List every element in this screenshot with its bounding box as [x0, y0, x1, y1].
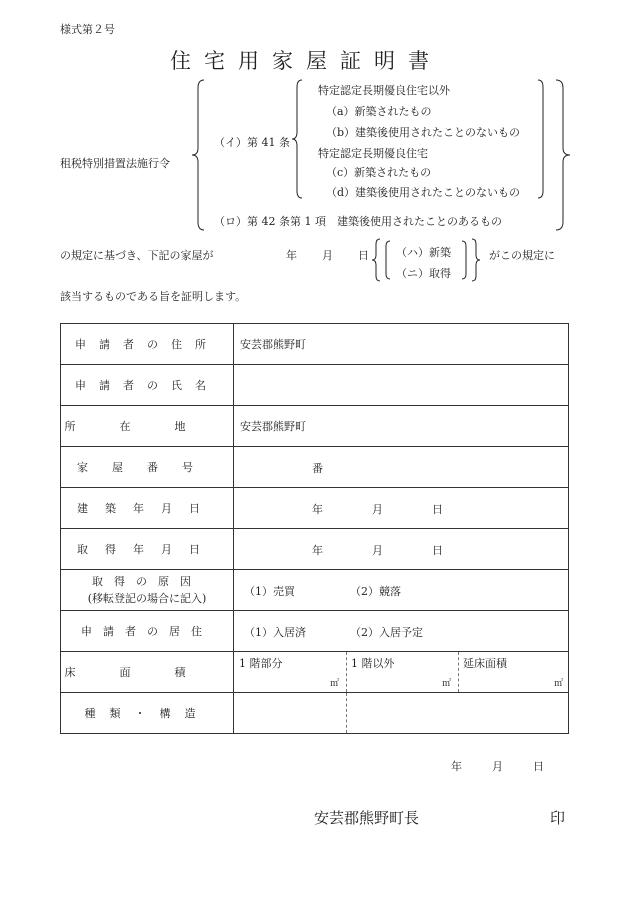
statement-line2: 該当するものである旨を証明します。	[60, 290, 247, 303]
table-row	[61, 611, 569, 652]
construction-day: 日	[432, 503, 443, 516]
table-row	[61, 406, 569, 447]
statement-suffix: がこの規定に	[489, 249, 555, 262]
applicant-name-label: 申請者の氏名	[75, 379, 219, 392]
option-left-brace	[372, 239, 394, 281]
house-number-field[interactable]	[234, 447, 569, 488]
inner-right-brace	[538, 80, 550, 198]
house-number-label: 家屋番号	[77, 461, 217, 474]
house-number-unit: 番	[312, 462, 323, 475]
option-new-build: （ハ）新築	[396, 246, 451, 259]
label-cell	[61, 406, 234, 447]
label-cell	[61, 447, 234, 488]
table-row	[61, 324, 569, 365]
law-name: 租税特別措置法施行令	[60, 157, 170, 170]
area-divider	[346, 693, 347, 733]
applicant-name-field[interactable]	[234, 365, 569, 406]
acquisition-year: 年	[312, 544, 323, 557]
clause-i: （イ）第 41 条	[214, 136, 290, 149]
label-cell	[61, 365, 234, 406]
cause-option-sale[interactable]: （1）売買	[244, 585, 295, 598]
construction-year: 年	[312, 503, 323, 516]
label-cell	[61, 529, 234, 570]
residence-label: 申請者の居住	[81, 625, 213, 638]
group-non-certified: 特定認定長期優良住宅以外	[318, 84, 450, 97]
location-label: 所在地	[64, 420, 230, 433]
table-row	[61, 693, 569, 734]
acquisition-cause-label: 取得の原因	[92, 575, 202, 588]
mayor-title: 安芸郡熊野町長	[314, 809, 420, 827]
item-c: （c）新築されたもの	[326, 166, 432, 179]
area-unit: ㎡	[330, 679, 340, 689]
area-unit: ㎡	[442, 679, 452, 689]
label-cell	[61, 693, 234, 734]
construction-date-field[interactable]	[234, 488, 569, 529]
area-divider	[458, 652, 459, 692]
form-number: 様式第２号	[60, 23, 115, 36]
area-unit: ㎡	[554, 679, 564, 689]
option-right-brace	[460, 239, 482, 281]
item-b: （b）建築後使用されたことのないもの	[326, 126, 521, 139]
document-title: 住宅用家屋証明書	[170, 49, 442, 73]
residence-option-planned[interactable]: （2）入居予定	[350, 626, 423, 639]
table-row	[61, 652, 569, 693]
footer-day: 日	[533, 760, 544, 773]
acquisition-date-label: 取得年月日	[77, 543, 217, 556]
acquisition-date-field[interactable]	[234, 529, 569, 570]
footer-month: 月	[492, 760, 503, 773]
acquisition-month: 月	[372, 544, 383, 557]
table-row	[61, 488, 569, 529]
floor-area-first-floor: 1 階部分	[239, 657, 283, 670]
statement-year: 年	[286, 249, 297, 262]
label-cell	[61, 611, 234, 652]
applicant-address-label: 申請者の住所	[75, 338, 219, 351]
floor-area-total: 延床面積	[463, 657, 507, 670]
label-cell	[61, 488, 234, 529]
acquisition-cause-field[interactable]	[234, 570, 569, 611]
group-certified: 特定認定長期優良住宅	[318, 147, 428, 160]
table-row	[61, 447, 569, 488]
clause-ro: （ロ）第 42 条第 1 項 建築後使用されたことのあるもの	[214, 215, 502, 228]
outer-left-brace	[192, 80, 206, 230]
certificate-table	[60, 323, 569, 734]
label-cell	[61, 570, 234, 611]
inner-left-brace	[292, 80, 304, 198]
table-row	[61, 529, 569, 570]
item-d: （d）建築後使用されたことのないもの	[326, 186, 521, 199]
label-cell	[61, 652, 234, 693]
applicant-address-value: 安芸郡熊野町	[240, 338, 306, 351]
applicant-address-field[interactable]	[234, 324, 569, 365]
label-cell	[61, 324, 234, 365]
footer-year: 年	[451, 760, 462, 773]
type-structure-field[interactable]	[234, 693, 569, 734]
statement-month: 月	[322, 249, 333, 262]
table-row	[61, 365, 569, 406]
residence-field[interactable]	[234, 611, 569, 652]
type-structure-label: 種類・構造	[84, 707, 210, 720]
seal-mark: 印	[550, 809, 566, 827]
floor-area-other-floors: 1 階以外	[351, 657, 395, 670]
floor-area-label: 床面積	[64, 666, 230, 679]
outer-right-brace	[556, 80, 572, 230]
construction-date-label: 建築年月日	[77, 502, 217, 515]
residence-option-moved-in[interactable]: （1）入居済	[244, 626, 306, 639]
statement-day: 日	[358, 249, 369, 262]
acquisition-day: 日	[432, 544, 443, 557]
area-divider	[346, 652, 347, 692]
construction-month: 月	[372, 503, 383, 516]
item-a: （a）新築されたもの	[326, 105, 432, 118]
acquisition-cause-note: (移転登記の場合に記入)	[87, 592, 207, 605]
location-value: 安芸郡熊野町	[240, 420, 306, 433]
cause-option-auction[interactable]: （2）競落	[350, 585, 401, 598]
statement-prefix: の規定に基づき、下記の家屋が	[60, 249, 214, 262]
option-acquire: （ニ）取得	[396, 267, 451, 280]
location-field[interactable]	[234, 406, 569, 447]
floor-area-field[interactable]	[234, 652, 569, 693]
table-row	[61, 570, 569, 611]
